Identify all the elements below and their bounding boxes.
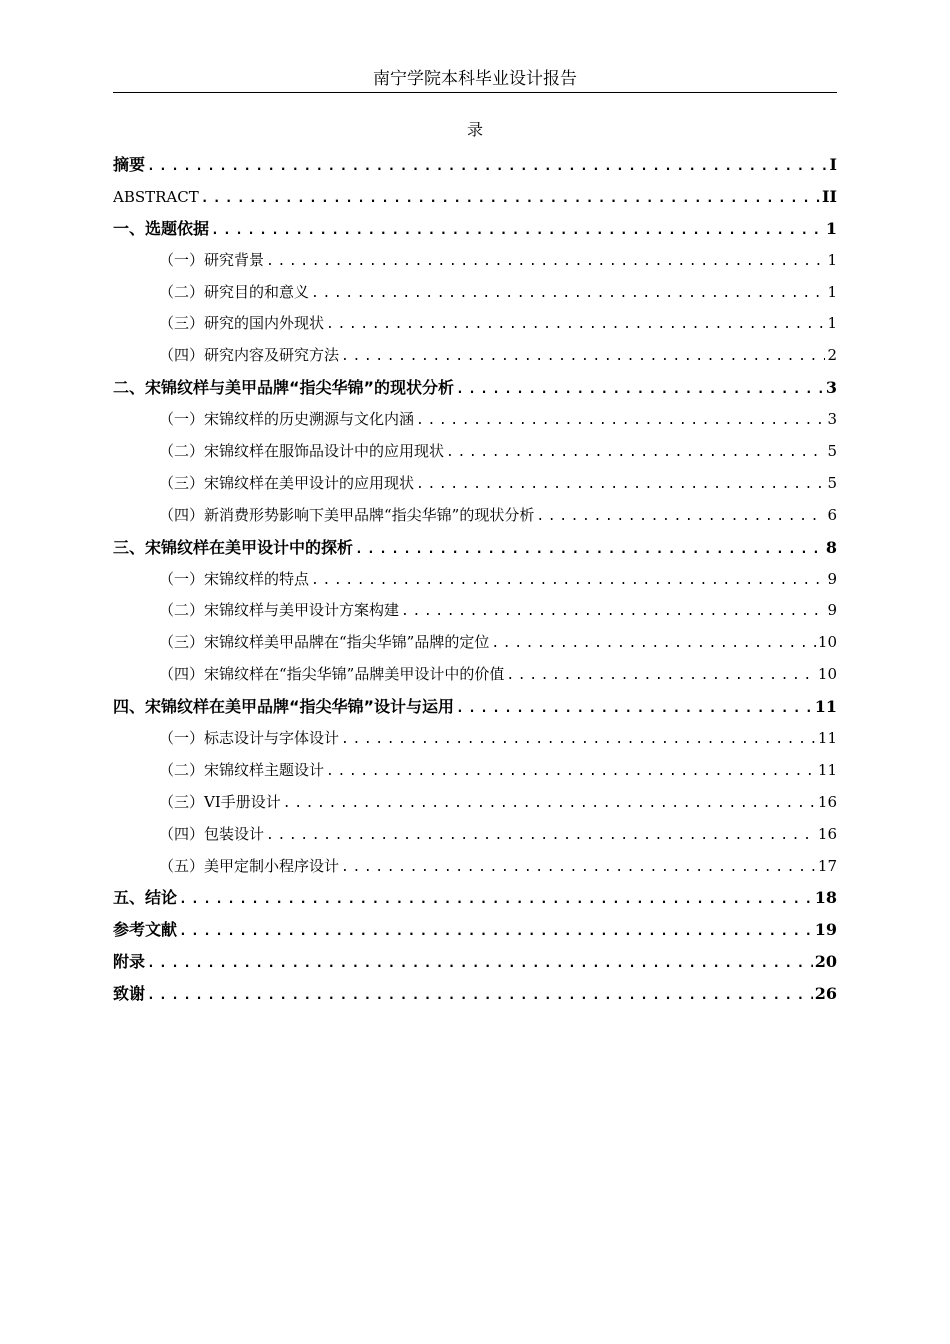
toc-title: 录	[466, 120, 483, 139]
toc-entry-label: 一、选题依据	[113, 218, 210, 238]
toc-entry-page-number: 5	[827, 473, 837, 492]
toc-entry-page-number: 3	[827, 410, 837, 429]
toc-dot-leader	[401, 596, 825, 627]
toc-entry[interactable]	[113, 723, 837, 755]
toc-dot-leader	[506, 660, 816, 691]
toc-entry-page-number: 1	[827, 314, 837, 333]
toc-entry-page-number: 20	[814, 952, 837, 972]
toc-entry[interactable]	[113, 787, 837, 819]
toc-entry-page-number: I	[829, 155, 837, 174]
toc-entry-label: （一）标志设计与字体设计	[159, 729, 340, 748]
toc-dot-leader	[456, 374, 824, 404]
toc-entry[interactable]	[113, 946, 837, 978]
toc-dot-leader	[341, 852, 816, 883]
toc-entry-label: 摘要	[113, 155, 146, 174]
toc-entry[interactable]	[113, 659, 837, 691]
toc-entry-label: （四）宋锦纹样在“指尖华锦”品牌美甲设计中的价值	[159, 665, 505, 684]
toc-dot-leader	[147, 151, 828, 181]
toc-entry-label: （四）研究内容及研究方法	[159, 346, 340, 365]
toc-entry[interactable]	[113, 245, 837, 277]
toc-entry-page-number: 2	[827, 346, 837, 365]
toc-entry-label: 四、宋锦纹样在美甲品牌“指尖华锦”设计与运用	[113, 697, 455, 717]
toc-dot-leader	[416, 405, 825, 436]
toc-entry[interactable]	[113, 436, 837, 468]
toc-entry[interactable]	[113, 595, 837, 627]
toc-dot-leader	[311, 565, 825, 596]
toc-entry-label: （四）包装设计	[159, 824, 265, 843]
toc-entry-label: （二）宋锦纹样主题设计	[159, 760, 325, 779]
toc-entry-page-number: 19	[814, 920, 837, 940]
toc-entry-label: （三）研究的国内外现状	[159, 314, 325, 333]
toc-dot-leader	[266, 246, 825, 277]
header-divider	[113, 92, 837, 93]
toc-entry-page-number: 26	[814, 984, 837, 1004]
toc-entry-page-number: 8	[825, 537, 837, 557]
toc-entry[interactable]	[113, 564, 837, 596]
toc-entry-label: 二、宋锦纹样与美甲品牌“指尖华锦”的现状分析	[113, 378, 455, 398]
toc-dot-leader	[179, 916, 813, 946]
toc-entry-page-number: 10	[817, 633, 837, 652]
toc-entry-label: （四）新消费形势影响下美甲品牌“指尖华锦”的现状分析	[159, 505, 535, 524]
toc-entry[interactable]	[113, 213, 837, 245]
toc-entry[interactable]	[113, 340, 837, 372]
toc-entry-page-number: 11	[817, 729, 837, 748]
toc-entry[interactable]	[113, 882, 837, 914]
toc-entry-label: 五、结论	[113, 888, 178, 908]
toc-dot-leader	[283, 788, 816, 819]
toc-entry[interactable]	[113, 851, 837, 883]
toc-entry[interactable]	[113, 627, 837, 659]
toc-entry[interactable]	[113, 691, 837, 723]
toc-entry-page-number: 16	[817, 792, 837, 811]
toc-dot-leader	[326, 756, 816, 787]
toc-entry-label: （三）VI手册设计	[159, 792, 281, 811]
toc-entry-page-number: 1	[825, 218, 837, 238]
toc-entry-label: 致谢	[113, 984, 146, 1004]
toc-dot-leader	[211, 215, 824, 245]
toc-entry[interactable]	[113, 914, 837, 946]
toc-entry[interactable]	[113, 468, 837, 500]
toc-entry[interactable]	[113, 978, 837, 1010]
toc-entry[interactable]	[113, 819, 837, 851]
toc-entry-label: 参考文献	[113, 920, 178, 940]
toc-entry[interactable]	[113, 149, 837, 181]
toc-entry-label: 三、宋锦纹样在美甲设计中的探析	[113, 537, 354, 557]
toc-entry-label: （一）研究背景	[159, 250, 265, 269]
toc-entry-page-number: II	[822, 186, 837, 206]
toc-entry-label: （一）宋锦纹样的特点	[159, 569, 310, 588]
toc-entry[interactable]	[113, 181, 837, 213]
toc-entry[interactable]	[113, 404, 837, 436]
toc-entry-page-number: 18	[814, 888, 837, 908]
toc-dot-leader	[536, 501, 825, 532]
toc-dot-leader	[147, 948, 813, 978]
toc-entry-label: （三）宋锦纹样美甲品牌在“指尖华锦”品牌的定位	[159, 633, 490, 652]
toc-dot-leader	[416, 469, 825, 500]
toc-entry-page-number: 16	[817, 824, 837, 843]
toc-entry-page-number: 5	[827, 442, 837, 461]
toc-entry[interactable]	[113, 308, 837, 340]
toc-dot-leader	[311, 278, 825, 309]
toc-entry-label: （一）宋锦纹样的历史溯源与文化内涵	[159, 410, 415, 429]
toc-dot-leader	[179, 884, 813, 914]
toc-dot-leader	[326, 309, 825, 340]
toc-dot-leader	[341, 341, 825, 372]
toc-entry-page-number: 11	[814, 697, 837, 717]
toc-entry[interactable]	[113, 755, 837, 787]
toc-entry-page-number: 1	[827, 282, 837, 301]
toc-dot-leader	[147, 980, 813, 1010]
toc-entry-page-number: 11	[817, 760, 837, 779]
toc-entry[interactable]	[113, 277, 837, 309]
toc-entry-label: 附录	[113, 952, 146, 972]
table-of-contents	[113, 149, 837, 1010]
toc-entry-label: ABSTRACT	[113, 187, 199, 206]
toc-dot-leader	[355, 534, 824, 564]
toc-entry[interactable]	[113, 500, 837, 532]
toc-entry-page-number: 17	[817, 856, 837, 875]
toc-entry-page-number: 3	[825, 378, 837, 398]
toc-dot-leader	[341, 724, 816, 755]
toc-dot-leader	[201, 183, 820, 213]
toc-dot-leader	[266, 820, 816, 851]
toc-dot-leader	[491, 628, 816, 659]
toc-entry-page-number: 9	[827, 569, 837, 588]
toc-entry-label: （五）美甲定制小程序设计	[159, 856, 340, 875]
toc-entry-label: （二）宋锦纹样与美甲设计方案构建	[159, 601, 400, 620]
toc-entry-label: （二）研究目的和意义	[159, 282, 310, 301]
toc-entry[interactable]	[113, 372, 837, 404]
toc-dot-leader	[456, 693, 813, 723]
toc-entry-page-number: 1	[827, 250, 837, 269]
toc-entry-page-number: 9	[827, 601, 837, 620]
toc-entry[interactable]	[113, 532, 837, 564]
toc-entry-page-number: 6	[827, 505, 837, 524]
toc-entry-page-number: 10	[817, 665, 837, 684]
toc-entry-label: （三）宋锦纹样在美甲设计的应用现状	[159, 473, 415, 492]
page-header-title: 南宁学院本科毕业设计报告	[373, 69, 577, 89]
toc-dot-leader	[446, 437, 825, 468]
toc-entry-label: （二）宋锦纹样在服饰品设计中的应用现状	[159, 442, 445, 461]
